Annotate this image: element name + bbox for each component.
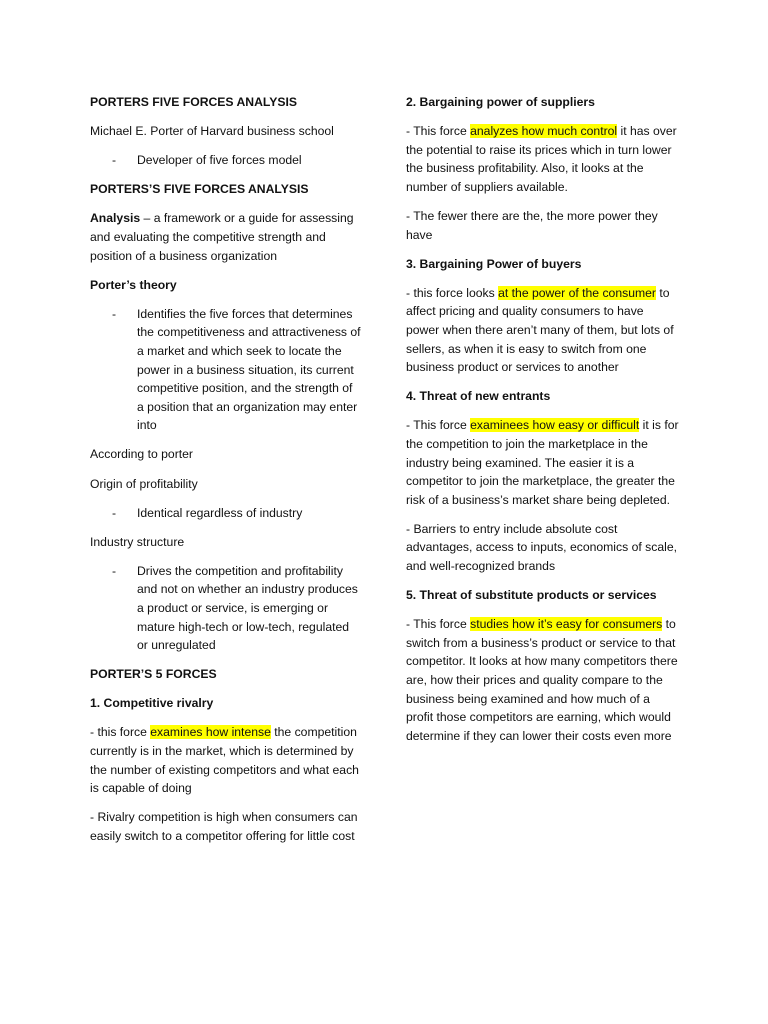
highlight: studies how it’s easy for consumers bbox=[470, 617, 663, 632]
force3-title: 3. Bargaining Power of buyers bbox=[406, 256, 582, 271]
force4-title: 4. Threat of new entrants bbox=[406, 389, 551, 404]
developer-bullet: - Developer of five forces model bbox=[90, 151, 362, 170]
analysis-definition: Analysis – a framework or a guide for assessing and evaluating the competitive strength and position of a business organization bbox=[90, 211, 354, 263]
highlight: examines how intense bbox=[150, 725, 271, 740]
highlight: analyzes how much control bbox=[470, 124, 618, 139]
porter-theory-heading: Porter’s theory bbox=[90, 277, 177, 292]
force5-title: 5. Threat of substitute products or services bbox=[406, 588, 657, 603]
force3-text: - this force looks at the power of the consumer to affect pricing and quality consumers to have power when there aren’t many of them, but lots of sellers, as when it is easy to switch from one business product or services to another bbox=[406, 285, 674, 375]
bullet-dash: - bbox=[112, 306, 117, 321]
force5-text: - This force studies how it’s easy for consumers to switch from a business’s product or service to that competitor. It looks at how many competitors there are, how their prices and quality compare to the business being examined and how much of a profit those competitors are earning, which would determine if they can lower their costs even more bbox=[406, 617, 678, 743]
origin-heading: Origin of profitability bbox=[90, 476, 198, 491]
force2-text: - This force analyzes how much control it has over the potential to raise its prices which in turn lower the business profitability. Also, it looks at the number of suppliers available. bbox=[406, 124, 677, 194]
force2-title: 2. Bargaining power of suppliers bbox=[406, 95, 595, 109]
analysis-term: Analysis bbox=[90, 211, 141, 226]
right-column bbox=[406, 93, 680, 756]
force4-text: - This force examinees how easy or difficult it is for the competition to join the marketplace in the industry being examined. The easier it is a competitor to join the marketplace, the greater the risk of a business’s market share being depleted. bbox=[406, 418, 679, 507]
industry-bullet: - Drives the competition and profitability and not on whether an industry produces a product or service, is emerging or mature high-tech or low-tech, regulated or unregulated bbox=[112, 563, 358, 653]
origin-bullet: - Identical regardless of industry bbox=[90, 504, 362, 523]
left-column bbox=[90, 93, 362, 856]
main-heading: PORTERS FIVE FORCES ANALYSIS bbox=[90, 95, 297, 109]
force1-extra: - Rivalry competition is high when consumers can easily switch to a competitor offering for little cost bbox=[90, 810, 358, 843]
theory-bullet: - Identifies the five forces that determines the competitiveness and attractiveness of a market and which seek to locate the power in a business situation, its current competitive position, and the strength of a position that an organization may enter into bbox=[112, 306, 361, 433]
highlight: at the power of the consumer bbox=[498, 285, 656, 300]
according-heading: According to porter bbox=[90, 447, 193, 462]
porter-credit: Michael E. Porter of Harvard business school bbox=[90, 124, 334, 139]
force2-extra: - The fewer there are the, the more power they have bbox=[406, 208, 658, 242]
bullet-dash: - bbox=[112, 153, 117, 168]
force1-text: - this force examines how intense the competition currently is in the market, which is determined by the number of existing competitors and what each is capable of doing bbox=[90, 725, 359, 796]
five-forces-heading: PORTER’S 5 FORCES bbox=[90, 667, 217, 682]
force1-title: 1. Competitive rivalry bbox=[90, 696, 214, 711]
bullet-dash: - bbox=[112, 505, 117, 520]
industry-heading: Industry structure bbox=[90, 534, 185, 549]
force4-extra: - Barriers to entry include absolute cost advantages, access to inputs, economics of scale, and well-recognized brands bbox=[406, 521, 677, 573]
section-heading: PORTERS’S FIVE FORCES ANALYSIS bbox=[90, 182, 309, 197]
bullet-dash: - bbox=[112, 563, 117, 578]
highlight: examinees how easy or difficult bbox=[470, 418, 640, 433]
